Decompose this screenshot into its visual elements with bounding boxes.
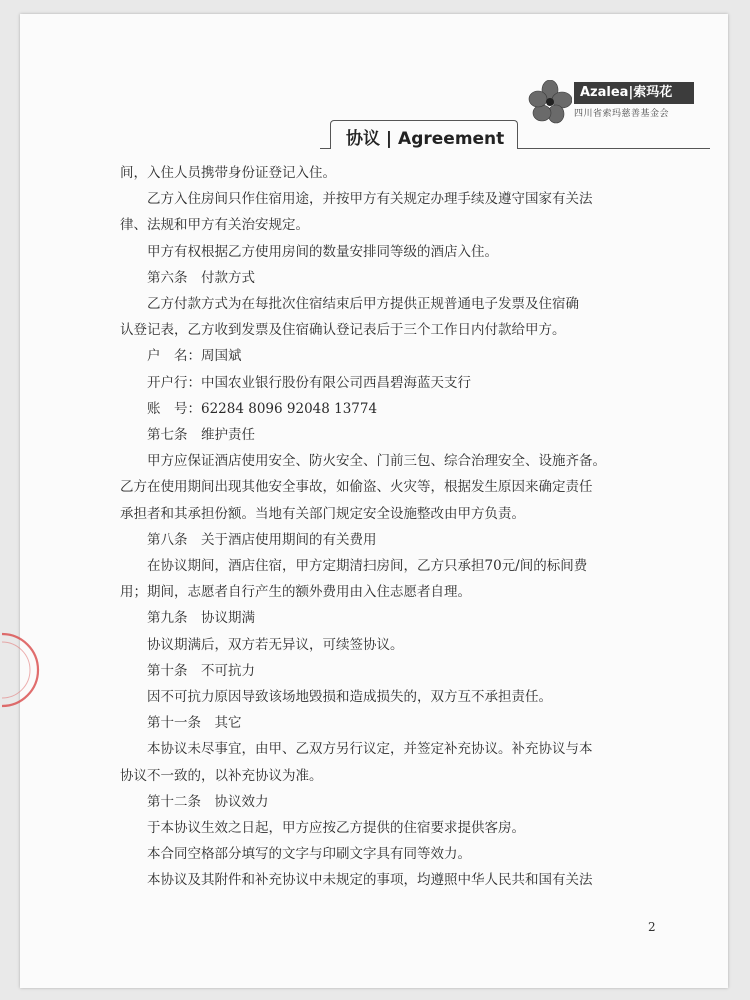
logo-brand-text: Azalea|索玛花 — [574, 82, 694, 104]
section-heading: 第十条 不可抗力 — [147, 662, 255, 679]
text-line: 本合同空格部分填写的文字与印刷文字具有同等效力。 — [147, 846, 471, 863]
text-line: 协议不一致的，以补充协议为准。 — [120, 767, 323, 784]
text-line: 律、法规和甲方有关治安规定。 — [120, 217, 309, 234]
page-number: 2 — [648, 920, 656, 934]
foundation-logo — [516, 72, 716, 132]
text-line: 因不可抗力原因导致该场地毁损和造成损失的，双方互不承担责任。 — [147, 689, 552, 706]
section-heading: 第六条 付款方式 — [147, 269, 255, 286]
text-line: 甲方有权根据乙方使用房间的数量安排同等级的酒店入住。 — [147, 243, 498, 260]
logo-subtitle: 四川省索玛慈善基金会 — [574, 109, 670, 119]
azalea-flower-icon — [528, 80, 572, 124]
text-line: 乙方在使用期间出现其他安全事故，如偷盗、火灾等，根据发生原因来确定责任 — [120, 479, 593, 496]
document-page — [20, 14, 728, 988]
account-number-line: 账 号：62284 8096 92048 13774 — [147, 400, 378, 417]
text-line: 乙方入住房间只作住宿用途，并按甲方有关规定办理手续及遵守国家有关法 — [147, 191, 593, 208]
section-heading: 第十一条 其它 — [147, 715, 242, 732]
text-line: 甲方应保证酒店使用安全、防火安全、门前三包、综合治理安全、设施齐备。 — [147, 453, 606, 470]
section-heading: 第十二条 协议效力 — [147, 793, 269, 810]
agreement-body — [120, 160, 680, 894]
page-title: 协议 | Agreement — [346, 129, 505, 149]
text-line: 认登记表，乙方收到发票及住宿确认登记表后于三个工作日内付款给甲方。 — [120, 322, 566, 339]
text-line: 本协议及其附件和补充协议中未规定的事项，均遵照中华人民共和国有关法 — [147, 872, 593, 889]
section-heading: 第八条 关于酒店使用期间的有关费用 — [147, 531, 377, 548]
text-line: 协议期满后，双方若无异议，可续签协议。 — [147, 636, 404, 653]
seal-stamp-edge — [0, 630, 40, 710]
text-line: 用；期间，志愿者自行产生的额外费用由入住志愿者自理。 — [120, 584, 471, 601]
text-line: 本协议未尽事宜，由甲、乙双方另行议定，并签定补充协议。补充协议与本 — [147, 741, 593, 758]
section-heading: 第七条 维护责任 — [147, 427, 255, 444]
seal-arc-icon — [0, 630, 40, 710]
text-line: 乙方付款方式为在每批次住宿结束后甲方提供正规普通电子发票及住宿确 — [147, 296, 579, 313]
text-line: 于本协议生效之日起，甲方应按乙方提供的住宿要求提供客房。 — [147, 820, 525, 837]
section-heading: 第九条 协议期满 — [147, 610, 255, 627]
text-line: 在协议期间，酒店住宿，甲方定期清扫房间，乙方只承担70元/间的标间费 — [147, 558, 588, 575]
text-line: 间，入住人员携带身份证登记入住。 — [120, 165, 336, 181]
account-name-line: 户 名：周国斌 — [147, 348, 242, 365]
text-line: 承担者和其承担份额。当地有关部门规定安全设施整改由甲方负责。 — [120, 505, 525, 522]
bank-line: 开户行：中国农业银行股份有限公司西昌碧海蓝天支行 — [147, 374, 471, 391]
